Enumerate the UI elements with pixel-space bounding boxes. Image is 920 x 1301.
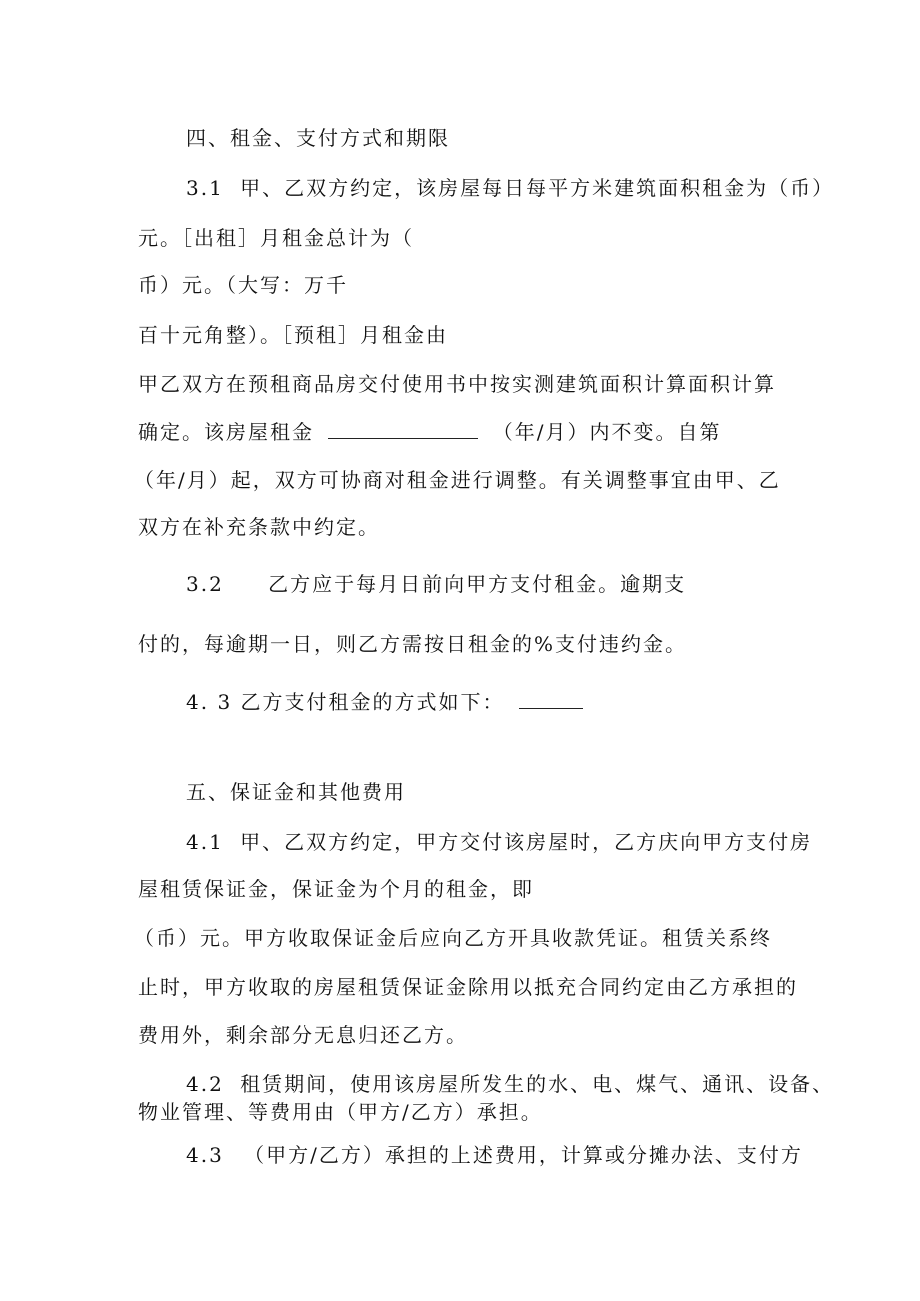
clause-3-1-line-8: 双方在补充条款中约定。: [138, 515, 380, 539]
section-4-heading: 四、租金、支付方式和期限: [186, 126, 450, 150]
clause-3-1-line-2: 元。［出租］月租金总计为（: [138, 226, 414, 250]
clause-4-1-line-3: （币）元。甲方收取保证金后应向乙方开具收款凭证。租赁关系终: [134, 926, 772, 950]
clause-4-2-line-2: 物业管理、等费用由（甲方/乙方）承担。: [138, 1100, 543, 1124]
clause-4-1-line-5: 费用外，剩余部分无息归还乙方。: [138, 1023, 468, 1047]
clause-number: 4.2: [186, 1072, 224, 1096]
clause-text: 确定。该房屋租金: [138, 420, 314, 444]
clause-text: 乙方应于每月日前向甲方支付租金。逾期支: [268, 572, 687, 596]
section-5-heading: 五、保证金和其他费用: [186, 780, 406, 804]
clause-3-1-line-4: 百十元角整）。［预租］月租金由: [138, 323, 448, 347]
clause-number: 4.1: [186, 830, 224, 854]
clause-3-1-line-6: [138, 420, 721, 444]
clause-3-1-line-5: 甲乙双方在预租商品房交付使用书中按实测建筑面积计算面积计算: [138, 372, 776, 396]
clause-3-2-line-1: [186, 572, 686, 596]
clause-text: （年/月）内不变。自第: [492, 420, 722, 444]
clause-4-2-line-1: [186, 1072, 834, 1096]
clause-4-1-line-4: 止时，甲方收取的房屋租赁保证金除用以抵充合同约定由乙方承担的: [138, 975, 798, 999]
clause-text: 甲、乙双方约定，甲方交付该房屋时，乙方庆向甲方支付房: [240, 830, 813, 854]
clause-number: 3.2: [186, 572, 224, 596]
clause-text: （甲方/乙方）承担的上述费用，计算或分摊办法、支付方: [244, 1143, 803, 1167]
clause-number: 3.1: [186, 176, 224, 200]
clause-3-1-line-3: 币）元。（大写：万千: [138, 273, 348, 297]
clause-3-1-line-1: [186, 176, 834, 200]
rent-period-blank[interactable]: [328, 422, 478, 439]
clause-number: 4.3: [186, 1143, 224, 1167]
clause-text: 租赁期间，使用该房屋所发生的水、电、煤气、通讯、设备、: [240, 1072, 835, 1096]
clause-3-2-line-2: 付的，每逾期一日，则乙方需按日租金的%支付违约金。: [138, 632, 688, 656]
clause-number: 4. 3: [186, 690, 233, 714]
clause-4-1-line-2: 屋租赁保证金，保证金为个月的租金，即: [138, 877, 534, 901]
clause-3-1-line-7: （年/月）起，双方可协商对租金进行调整。有关调整事宜由甲、乙: [134, 468, 781, 492]
clause-4-1-line-1: [186, 830, 812, 854]
clause-text: 乙方支付租金的方式如下：: [240, 690, 505, 714]
payment-method-blank[interactable]: [519, 692, 583, 709]
clause-text: 甲、乙双方约定，该房屋每日每平方米建筑面积租金为（币）: [240, 176, 835, 200]
clause-4-3-line-1: [186, 1143, 803, 1167]
clause-4-3-payment: [186, 690, 583, 714]
